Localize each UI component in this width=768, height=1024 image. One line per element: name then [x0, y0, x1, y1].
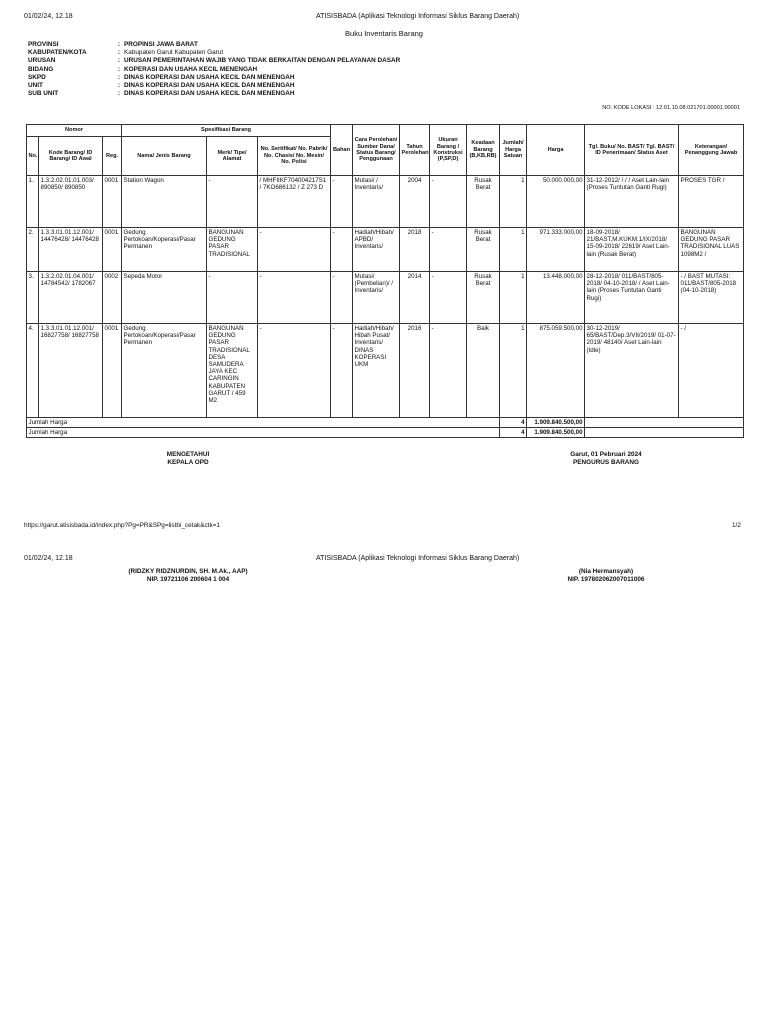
cell-no: 1.	[27, 176, 39, 228]
sign-right-line1: Garut, 01 Pebruari 2024	[570, 451, 642, 458]
info-row	[28, 49, 400, 57]
info-row	[28, 41, 400, 49]
cell-sertifikat: -	[258, 272, 331, 324]
page-number: 1/2	[732, 522, 741, 529]
cell-jumlah: 1	[500, 228, 527, 272]
header-no: No.	[27, 137, 39, 176]
cell-nama: Sepeda Motor	[122, 272, 207, 324]
info-label: KABUPATEN/KOTA	[28, 49, 87, 57]
sign-left-line2: KEPALA OPD	[167, 459, 209, 466]
cell-ukuran: -	[430, 176, 467, 228]
cell-kode: 1.3.3.01.01.12.001/ 14476428/ 14476428	[39, 228, 103, 272]
info-sep: :	[117, 41, 121, 48]
cell-harga: 971.333.000,00	[527, 228, 585, 272]
info-row	[28, 66, 400, 74]
total-row	[27, 428, 744, 438]
cell-cara: Mutasi/ / Inventaris/	[353, 176, 400, 228]
sign-right-title	[536, 451, 676, 467]
print-app-title: ATISISBADA (Aplikasi Teknologi Informasi Siklus Barang Daerah)	[316, 13, 520, 20]
cell-keadaan: Rusak Berat	[467, 176, 500, 228]
cell-jumlah: 1	[500, 176, 527, 228]
sign-left-nip: NIP. 19721106 200604 1 004	[146, 576, 230, 583]
sign-right-name: (Nia Hermansyah)	[578, 568, 634, 575]
cell-no: 3.	[27, 272, 39, 324]
cell-tahun: 2018	[400, 228, 430, 272]
cell-sertifikat: -	[258, 324, 331, 418]
info-row	[28, 57, 400, 65]
cell-keadaan: Baik	[467, 324, 500, 418]
header-jumlah: Jumlah/ Harga Satuan	[500, 125, 527, 176]
cell-reg: 0001	[103, 176, 122, 228]
info-label: UNIT	[28, 82, 43, 90]
info-row	[28, 82, 400, 90]
header-merk: Merk/ Tipe/ Alamat	[207, 137, 258, 176]
cell-tgl: 31-12-2012/ / / / Aset Lain-lain (Proses Tuntutan Ganti Rugi)	[585, 176, 679, 228]
cell-kode: 1.3.2.02.01.04.001/ 14784542/ 1782067	[39, 272, 103, 324]
cell-tahun: 2016	[400, 324, 430, 418]
header-ukuran: Ukuran Barang / Konstruksi (P,SP,D)	[430, 125, 467, 176]
info-sep: :	[117, 57, 121, 65]
cell-cara: Hadiah/Hibah/ Hibah Pusat/ Inventaris/ DINAS KOPERASI UKM	[353, 324, 400, 418]
total-count: 4	[500, 418, 527, 428]
sign-left-name: (RIDZKY RIDZNURDIN, SH. M.Ak., AAP)	[128, 568, 248, 575]
cell-keterangan: - /	[679, 324, 744, 418]
cell-bahan: -	[331, 272, 353, 324]
cell-ukuran: -	[430, 272, 467, 324]
print-datetime-2: 01/02/24, 12.18	[24, 555, 73, 562]
cell-reg: 0002	[103, 272, 122, 324]
cell-merk: BANGUNAN GEDUNG PASAR TRADISIONAL DESA SAMUDERA JAYA KEC CARINGIN KABUPATEN GARUT / 459 M2	[207, 324, 258, 418]
cell-jumlah: 1	[500, 324, 527, 418]
cell-jumlah: 1	[500, 272, 527, 324]
cell-keadaan: Rusak Berat	[467, 228, 500, 272]
sign-left-block	[108, 568, 268, 584]
header-group-spesifikasi: Spesifikasi Barang	[122, 125, 331, 137]
cell-kode: 1.3.2.02.01.01.003/ 890850/ 890850	[39, 176, 103, 228]
cell-tgl: 28-12-2018/ 011/BAST/805-2018/ 04-10-2018/ / Aset Lain-lain (Proses Tuntutan Ganti Rugi)	[585, 272, 679, 324]
print-datetime: 01/02/24, 12.18	[24, 13, 73, 20]
info-sep: :	[117, 65, 121, 73]
header-keterangan: Keterangan/ Penanggung Jawab	[679, 125, 744, 176]
cell-sertifikat: -	[258, 228, 331, 272]
total-empty	[585, 418, 744, 428]
cell-bahan: -	[331, 176, 353, 228]
info-label: SUB UNIT	[28, 90, 59, 98]
cell-cara: Hadiah/Hibah/ APBD/ Inventaris/	[353, 228, 400, 272]
print-app-title-2: ATISISBADA (Aplikasi Teknologi Informasi Siklus Barang Daerah)	[316, 555, 520, 562]
header-sertifikat: No. Sertifikat/ No. Pabrik/ No. Chasis/ No. Mesin/ No. Polisi	[258, 137, 331, 176]
cell-tahun: 2004	[400, 176, 430, 228]
info-block	[28, 41, 400, 98]
total-row	[27, 418, 744, 428]
cell-no: 2.	[27, 228, 39, 272]
info-row	[28, 74, 400, 82]
cell-nama: Gedung Pertokoan/Koperasi/Pasar Permanen	[122, 324, 207, 418]
table-row	[27, 176, 744, 228]
info-label: URUSAN	[28, 57, 56, 65]
cell-keterangan: - / BAST MUTASI: 011/BAST/805-2018 (04-10-2018)	[679, 272, 744, 324]
doc-title: Buku Inventaris Barang	[345, 29, 423, 38]
sign-right-block	[536, 568, 676, 584]
cell-ukuran: -	[430, 228, 467, 272]
cell-nama: Gedung Pertokoan/Koperasi/Pasar Permanen	[122, 228, 207, 272]
cell-bahan: -	[331, 324, 353, 418]
header-bahan: Bahan	[331, 125, 353, 176]
total-value: 1.909.840.500,00	[527, 428, 585, 438]
info-value: DINAS KOPERASI DAN USAHA KECIL DAN MENENGAH	[124, 90, 295, 98]
table-row	[27, 228, 744, 272]
header-reg: Reg.	[103, 137, 122, 176]
cell-ukuran: -	[430, 324, 467, 418]
info-label: BIDANG	[28, 65, 54, 73]
cell-reg: 0001	[103, 324, 122, 418]
info-value: URUSAN PEMERINTAHAN WAJIB YANG TIDAK BERKAITAN DENGAN PELAYANAN DASAR	[124, 57, 401, 65]
cell-merk: -	[207, 176, 258, 228]
header-tahun: Tahun Perolehan	[400, 125, 430, 176]
info-sep: :	[117, 82, 121, 90]
cell-keterangan: BANGUNAN GEDUNG PASAR TRADISIONAL LUAS 1098M2 /	[679, 228, 744, 272]
cell-kode: 1.3.3.01.01.12.001/ 16827758/ 16827758	[39, 324, 103, 418]
total-value: 1.909.840.500,00	[527, 418, 585, 428]
sign-left-line1: MENGETAHUI	[166, 451, 210, 458]
cell-tahun: 2014	[400, 272, 430, 324]
cell-tgl: 18-09-2018/ 21/BAST,M.KUKM.1/IX/2018/ 15-09-2018/ 22619/ Aset Lain-lain (Rusak Berat)	[585, 228, 679, 272]
header-nama: Nama/ Jenis Barang	[122, 137, 207, 176]
sign-left-title	[128, 451, 248, 467]
cell-cara: Mutasi/ (Pembelian)/ / Inventaris/	[353, 272, 400, 324]
header-kode: Kode Barang/ ID Barang/ ID Awal	[39, 137, 103, 176]
header-harga: Harga	[527, 125, 585, 176]
header-group-nomor: Nomor	[27, 125, 122, 137]
cell-sertifikat: / MHFIIKF704004217S1 / 7KO686132 / Z 273 D	[258, 176, 331, 228]
info-label: SKPD	[28, 73, 46, 81]
total-count: 4	[500, 428, 527, 438]
total-label: Jumlah Harga	[27, 418, 500, 428]
cell-merk: -	[207, 272, 258, 324]
info-value: DINAS KOPERASI DAN USAHA KECIL DAN MENENGAH	[124, 82, 295, 90]
header-cara: Cara Perolehan/ Sumber Dana/ Status Barang/ Penggunaan	[353, 125, 400, 176]
cell-keadaan: Rusak Berat	[467, 272, 500, 324]
info-value: Kabupaten Garut Kabupaten Garut	[124, 49, 224, 57]
total-label: Jumlah Harga	[27, 428, 500, 438]
cell-nama: Station Wagon	[122, 176, 207, 228]
cell-reg: 0001	[103, 228, 122, 272]
table-row	[27, 272, 744, 324]
sign-right-line2: PENGURUS BARANG	[572, 459, 640, 466]
sign-right-nip: NIP. 197802062007011006	[567, 576, 645, 583]
info-sep: :	[117, 90, 121, 98]
cell-keterangan: PROSES TGR /	[679, 176, 744, 228]
table-row	[27, 324, 744, 418]
info-row	[28, 90, 400, 98]
cell-tgl: 30-12-2019/ 65/BAST/Dep.3/VII/2019/ 01-07-2019/ 48140/ Aset Lain-lain (Idle)	[585, 324, 679, 418]
info-label: PROVINSI	[28, 41, 59, 48]
header-keadaan: Keadaan Barang (B,KB,RB)	[467, 125, 500, 176]
cell-bahan: -	[331, 228, 353, 272]
info-sep: :	[117, 49, 121, 57]
info-value: PROPINSI JAWA BARAT	[124, 41, 198, 48]
info-value: DINAS KOPERASI DAN USAHA KECIL DAN MENENGAH	[124, 73, 295, 81]
info-value: KOPERASI DAN USAHA KECIL MENENGAH	[124, 65, 258, 73]
cell-harga: 50.000.000,00	[527, 176, 585, 228]
header-tgl: Tgl. Buku/ No. BAST/ Tgl. BAST/ ID Penerimaan/ Status Aset	[585, 125, 679, 176]
print-url[interactable]: https://garut.atisisbada.id/index.php?Pg=PR&SPg=listbi_cetak&ctk=1	[24, 522, 220, 529]
cell-harga: 13.448.000,00	[527, 272, 585, 324]
total-empty	[585, 428, 744, 438]
cell-no: 4.	[27, 324, 39, 418]
cell-harga: 875.059.500,00	[527, 324, 585, 418]
info-sep: :	[117, 73, 121, 81]
kode-lokasi: NO. KODE LOKASI : 12.01.10.08.021701.00001.00001	[602, 105, 740, 111]
cell-merk: BANGUNAN GEDUNG PASAR TRADISIONAL	[207, 228, 258, 272]
inventory-table	[26, 124, 744, 438]
